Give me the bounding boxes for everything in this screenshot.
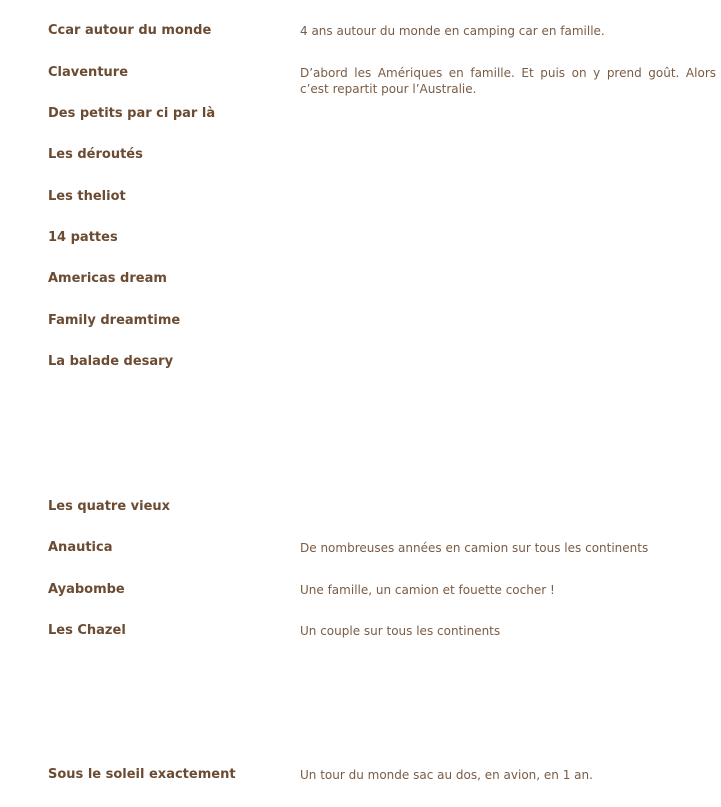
blog-name[interactable]: Americas dream	[48, 271, 167, 286]
blog-name[interactable]: Ayabombe	[48, 582, 125, 597]
blog-description: Une famille, un camion et fouette cocher !	[300, 583, 555, 597]
blog-name[interactable]: Anautica	[48, 540, 113, 555]
blog-description: Un tour du monde sac au dos, en avion, en 1 an.	[300, 768, 593, 782]
blog-name[interactable]: Claventure	[48, 65, 129, 80]
blog-name[interactable]: Les quatre vieux	[48, 499, 171, 514]
blog-name[interactable]: Des petits par ci par là	[48, 106, 216, 121]
blog-name[interactable]: Ccar autour du monde	[48, 23, 212, 38]
blog-description: 4 ans autour du monde en camping car en famille.	[300, 24, 605, 38]
blog-name[interactable]: Les theliot	[48, 189, 126, 204]
blog-name[interactable]: Les déroutés	[48, 147, 143, 162]
blog-name[interactable]: 14 pattes	[48, 230, 118, 245]
blog-name[interactable]: Sous le soleil exactement	[48, 767, 236, 782]
blog-name[interactable]: La balade desary	[48, 354, 174, 369]
blog-description: De nombreuses années en camion sur tous les continents	[300, 541, 649, 555]
blog-description: Un couple sur tous les continents	[300, 624, 501, 638]
blog-description: D’abord les Amériques en famille. Et puis on y prend goût. Alors c’est repartit pour l’Australie.	[300, 66, 716, 96]
blog-name[interactable]: Family dreamtime	[48, 313, 181, 328]
blog-name[interactable]: Les Chazel	[48, 623, 126, 638]
